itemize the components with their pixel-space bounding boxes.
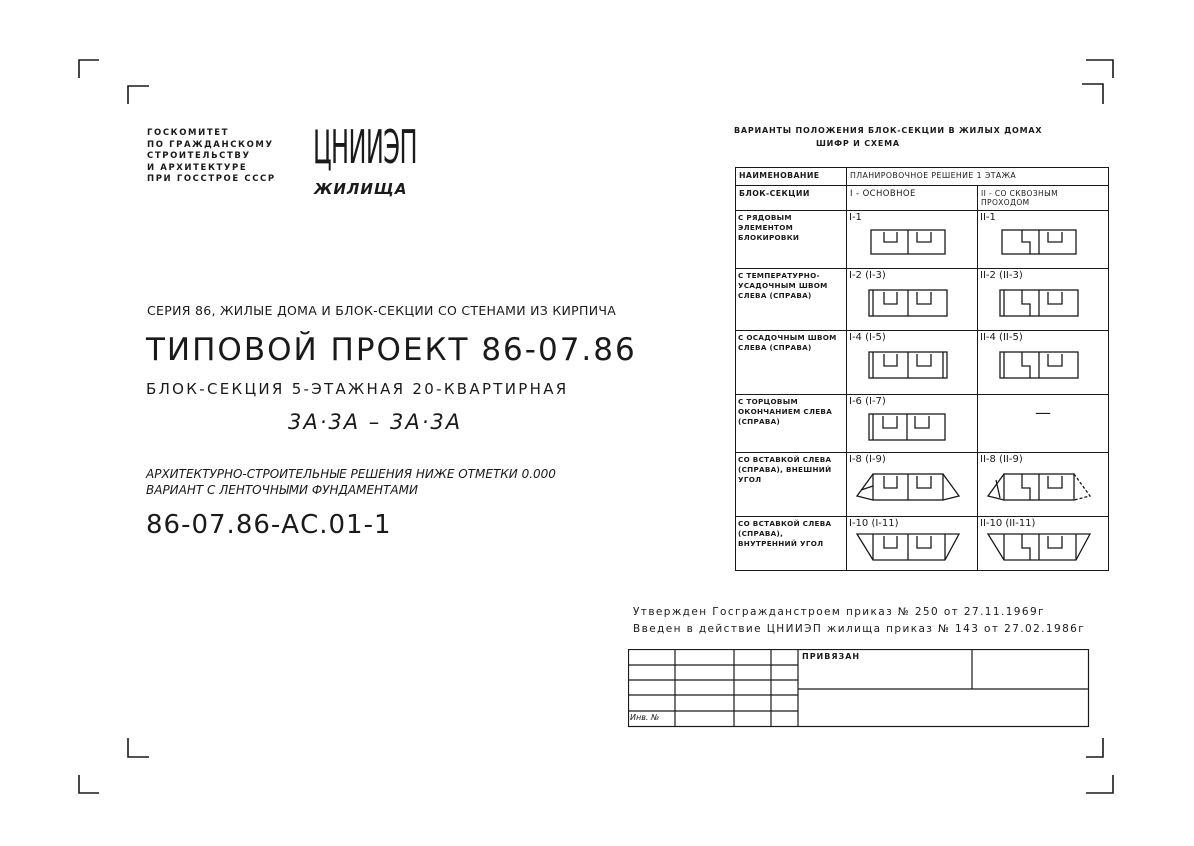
plan-scheme [978,344,1102,386]
apartment-formula: 3А·3А – 3А·3А [288,410,463,434]
variant-code: — [1035,403,1051,422]
binding-stamp [628,649,1090,729]
variant-cell [847,331,978,395]
inventory-number-label: Инв. № [630,713,660,722]
variant-name: СО ВСТАВКОЙ СЛЕВА (СПРАВА), ВНЕШНИЙ УГОЛ [736,453,847,517]
variant-code: I-2 (I-3) [849,270,886,281]
series-line: СЕРИЯ 86, ЖИЛЫЕ ДОМА И БЛОК-СЕКЦИИ СО СТЕНАМИ ИЗ КИРПИЧА [147,303,617,318]
institute-logo-subtitle: ЖИЛИЩА [314,180,408,198]
project-title: ТИПОВОЙ ПРОЕКТ 86-07.86 [146,332,637,368]
approval-line: Введен в действие ЦНИИЭП жилища приказ № 143 от 27.02.1986г [633,623,1086,635]
variant-name: С ТЕМПЕРАТУРНО-УСАДОЧНЫМ ШВОМ СЛЕВА (СПРАВА) [736,269,847,331]
variant-code: II-8 (II-9) [980,454,1023,465]
variant-cell [978,453,1109,517]
variants-heading-line: ШИФР И СХЕМА [816,139,900,148]
plan-scheme [978,224,1102,262]
decision-line: АРХИТЕКТУРНО-СТРОИТЕЛЬНЫЕ РЕШЕНИЯ НИЖЕ ОТМЕТКИ 0.000 [146,467,556,481]
agency-name [147,128,276,186]
plan-scheme [978,282,1102,322]
binding-label: ПРИВЯЗАН [802,652,861,661]
institute-logo: ЦНИИЭП [313,120,417,174]
block-section-description: БЛОК-СЕКЦИЯ 5-ЭТАЖНАЯ 20-КВАРТИРНАЯ [146,380,569,398]
plan-scheme [847,282,971,322]
column-header-name: НАИМЕНОВАНИЕ [736,168,847,186]
variant-cell [978,269,1109,331]
variant-code: I-6 (I-7) [849,396,886,407]
document-code: 86-07.86-АС.01-1 [146,510,392,540]
plan-scheme [978,466,1102,508]
variant-code: I-10 (I-11) [849,518,899,529]
variant-code: II-1 [980,212,996,223]
variant-code: II-4 (II-5) [980,332,1023,343]
decision-description [146,466,556,498]
variant-name: С РЯДОВЫМ ЭЛЕМЕНТОМ БЛОКИРОВКИ [736,211,847,269]
column-header-i: I - ОСНОВНОЕ [847,186,978,211]
plan-scheme [978,530,1102,564]
plan-scheme [847,224,971,262]
variant-code: II-10 (II-11) [980,518,1036,529]
variant-code: I-4 (I-5) [849,332,886,343]
agency-line: ГОСКОМИТЕТ [147,128,230,138]
plan-scheme [847,344,971,386]
variant-cell [978,395,1109,453]
agency-line: И АРХИТЕКТУРЕ [147,162,248,173]
variant-name: СО ВСТАВКОЙ СЛЕВА (СПРАВА), ВНУТРЕННИЙ УГОЛ [736,517,847,571]
agency-line: СТРОИТЕЛЬСТВУ [147,151,251,161]
plan-scheme [847,408,971,446]
column-header-plan: ПЛАНИРОВОЧНОЕ РЕШЕНИЕ 1 ЭТАЖА [847,168,1109,186]
variant-cell [847,395,978,453]
plan-scheme [847,466,971,508]
variant-name: С ТОРЦОВЫМ ОКОНЧАНИЕМ СЛЕВА (СПРАВА) [736,395,847,453]
variants-table [735,167,1109,571]
decision-line: ВАРИАНТ С ЛЕНТОЧНЫМИ ФУНДАМЕНТАМИ [146,483,418,497]
variant-cell [978,211,1109,269]
variant-cell [847,269,978,331]
variant-code: II-2 (II-3) [980,270,1023,281]
variants-heading [734,124,1042,150]
variant-code: I-8 (I-9) [849,454,886,465]
variant-cell [847,517,978,571]
variant-code: I-1 [849,212,862,223]
variant-cell [978,517,1109,571]
variant-name: С ОСАДОЧНЫМ ШВОМ СЛЕВА (СПРАВА) [736,331,847,395]
column-header-name-2: БЛОК-СЕКЦИИ [736,186,847,211]
plan-scheme [847,530,971,564]
approval-line: Утвержден Госгражданстроем приказ № 250 от 27.11.1969г [633,606,1045,618]
column-header-ii: II - СО СКВОЗНЫМ ПРОХОДОМ [978,186,1109,211]
approval-note [633,604,1085,638]
variant-cell [847,211,978,269]
variant-cell [978,331,1109,395]
variants-heading-line: ВАРИАНТЫ ПОЛОЖЕНИЯ БЛОК-СЕКЦИИ В ЖИЛЫХ ДОМАХ [734,126,1043,135]
agency-line: ПРИ ГОССТРОЕ СССР [147,174,276,184]
agency-line: ПО ГРАЖДАНСКОМУ [147,139,274,150]
variant-cell [847,453,978,517]
